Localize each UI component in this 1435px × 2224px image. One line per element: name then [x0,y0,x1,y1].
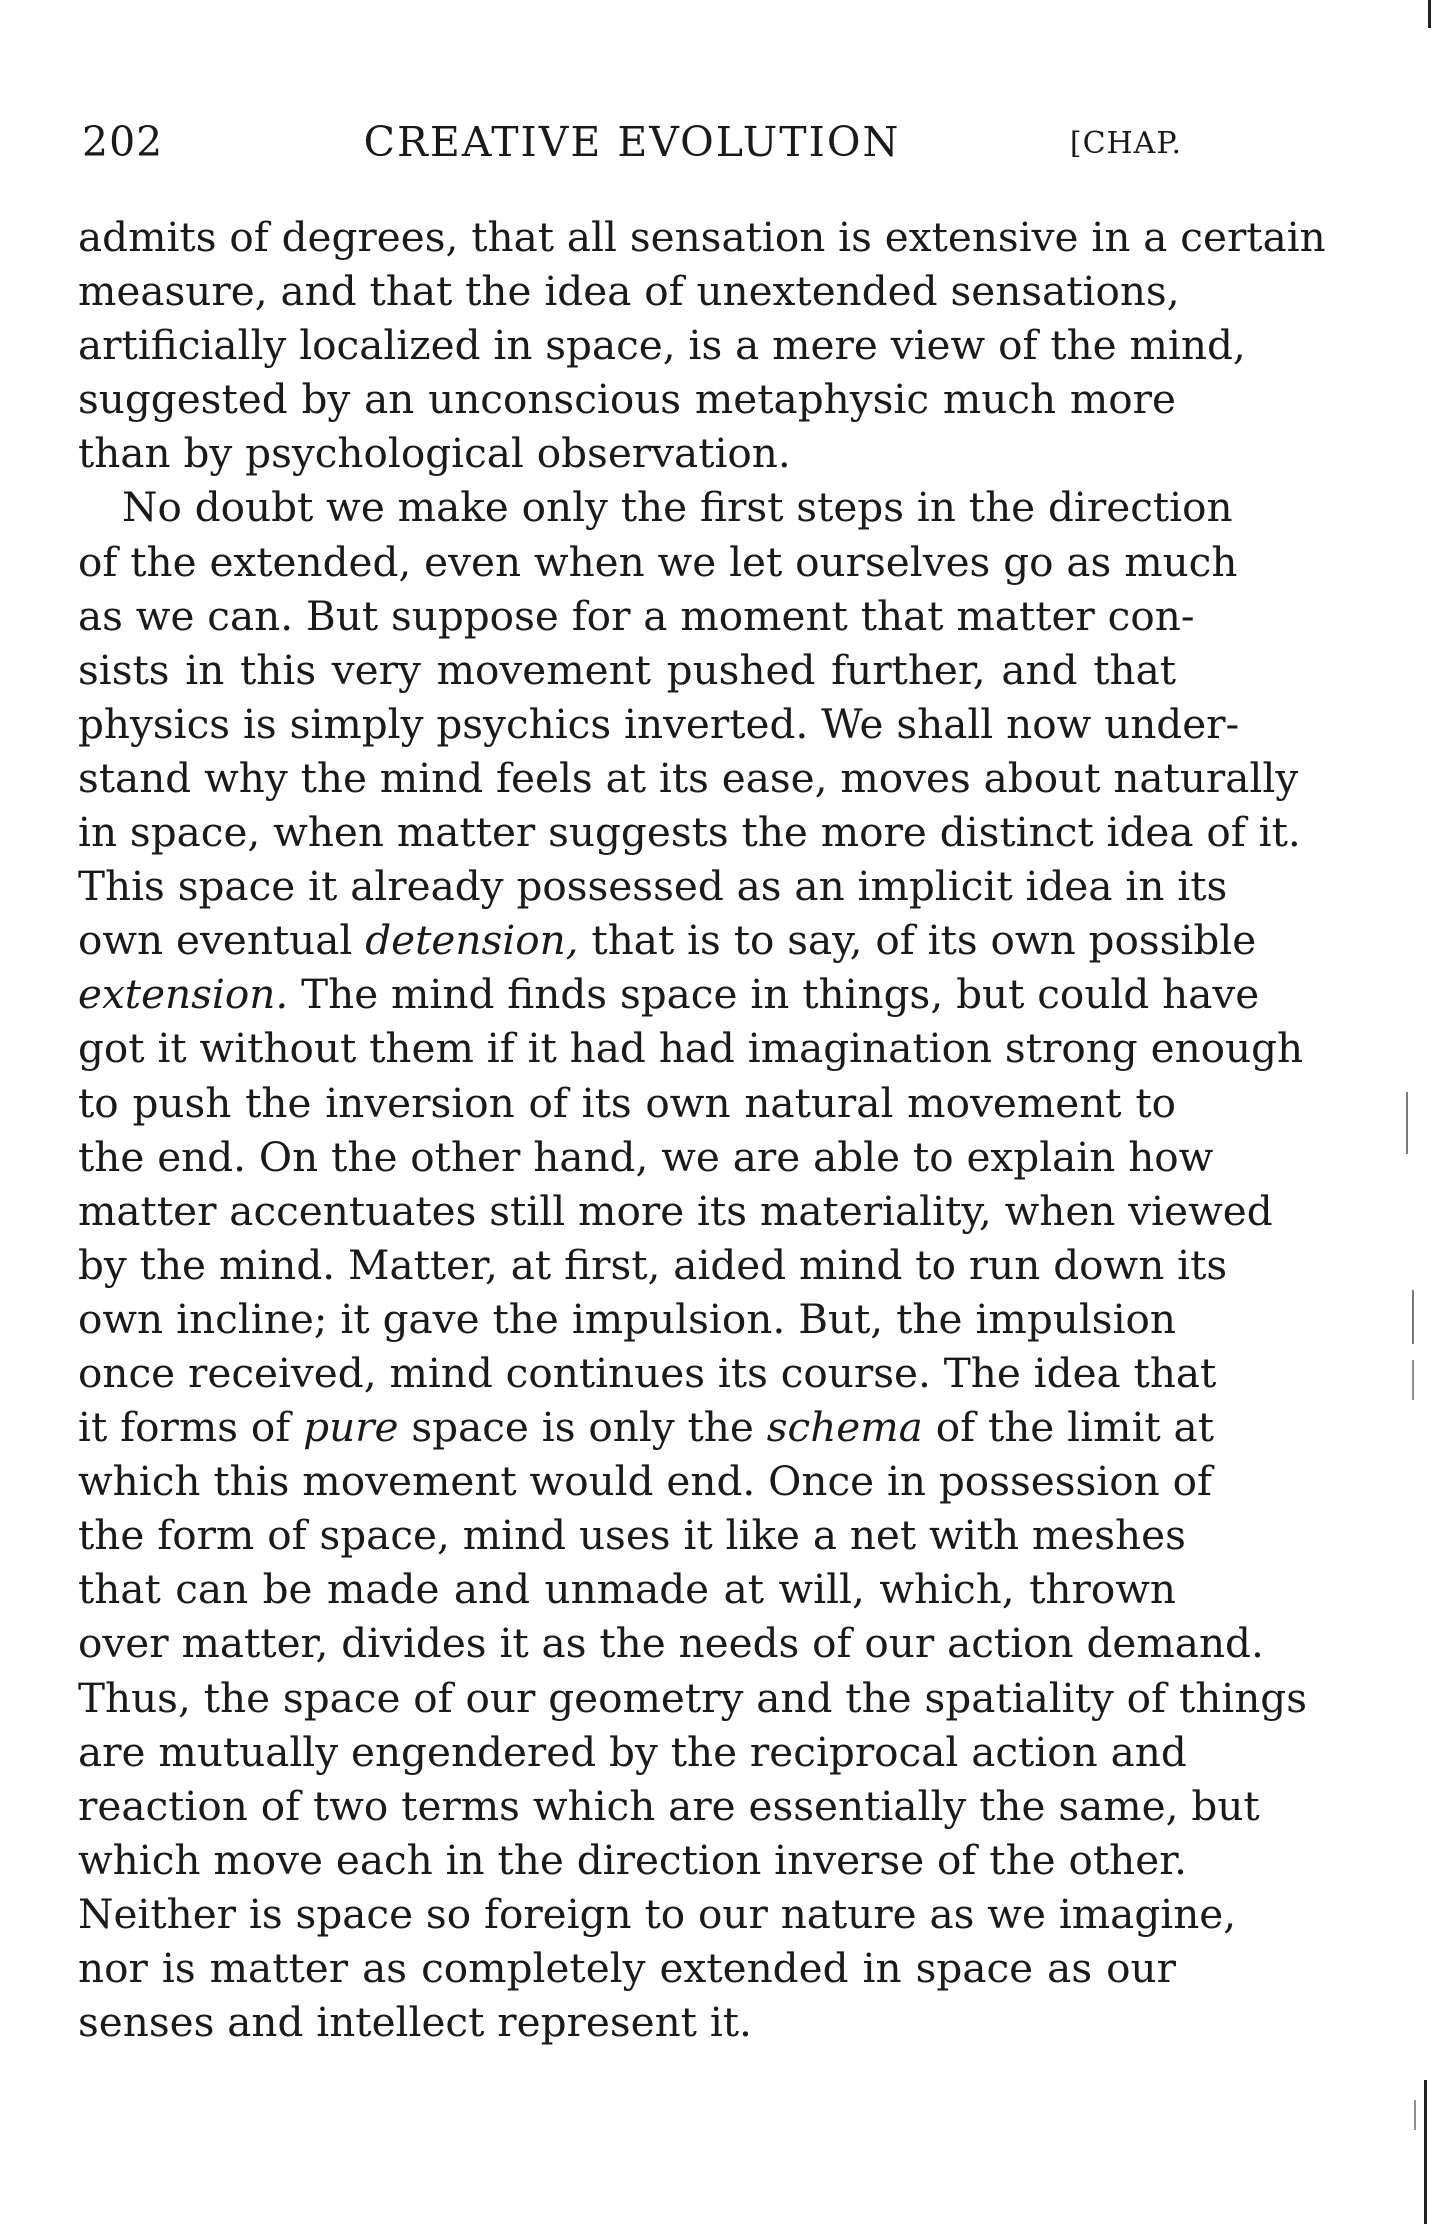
text-run: that is to say, of its own possible [578,916,1257,965]
scan-edge-mark [1412,1290,1414,1344]
text-line: of the extended, even when we let ourselves go as much [78,537,1238,586]
text-line: got it without them if it had had imagination strong enough [78,1024,1304,1073]
text-line: matter accentuates still more its materiality, when viewed [78,1186,1273,1235]
page-number: 202 [82,118,164,166]
text-line: stand why the mind feels at its ease, moves about naturally [78,753,1299,802]
scan-edge-mark [1406,1092,1408,1154]
text-line: nor is matter as completely extended in space as our [78,1944,1176,1992]
page-header [82,118,1182,178]
text-line: once received, mind continues its course. The idea that [78,1348,1217,1397]
text-line: by the mind. Matter, at first, aided mind to run down its [78,1240,1228,1289]
text-line: artificially localized in space, is a mere view of the mind, [78,321,1246,370]
italic-term: extension. [78,970,289,1019]
running-title: CREATIVE EVOLUTION [363,118,901,166]
text-run: it forms of [78,1403,304,1452]
scan-edge-mark [1428,0,1431,28]
text-line: sists in this very movement pushed further, and that [78,645,1176,694]
text-line: in space, when matter suggests the more distinct idea of it. [78,808,1301,857]
paragraph-start-line: No doubt we make only the first steps in the direction [122,483,1233,532]
text-line: This space it already possessed as an implicit idea in its [78,862,1228,911]
text-line: over matter, divides it as the needs of our action demand. [78,1619,1264,1668]
text-line [78,967,1260,1021]
text-line: Neither is space so foreign to our nature as we imagine, [78,1889,1237,1938]
text-line: physics is simply psychics inverted. We shall now under- [78,699,1240,748]
text-run: The mind finds space in things, but could have [288,970,1260,1019]
italic-term: detension, [365,916,579,965]
text-line: Thus, the space of our geometry and the spatiality of things [78,1673,1308,1722]
scan-edge-mark [1414,2100,1416,2130]
text-line: are mutually engendered by the reciprocal action and [78,1727,1187,1776]
text-line: than by psychological observation. [78,429,791,478]
text-line [78,913,1257,967]
text-line: which move each in the direction inverse of the other. [78,1835,1187,1884]
text-line: that can be made and unmade at will, which, thrown [78,1565,1176,1614]
italic-term: schema [766,1403,923,1452]
text-line: which this movement would end. Once in possession of [78,1457,1212,1506]
scan-edge-mark [1412,1360,1414,1400]
text-line: to push the inversion of its own natural movement to [78,1078,1176,1127]
text-line [78,1400,1214,1454]
text-line: reaction of two terms which are essentially the same, but [78,1781,1260,1830]
text-run: own eventual [78,916,366,965]
body-text [78,210,1326,2049]
text-line: own incline; it gave the impulsion. But, the impulsion [78,1294,1176,1343]
italic-term: pure [303,1403,399,1452]
text-line: measure, and that the idea of unextended sensations, [78,267,1180,316]
text-line: senses and intellect represent it. [78,1998,752,2047]
text-run: space is only the [398,1403,767,1452]
text-line: the form of space, mind uses it like a net with meshes [78,1511,1186,1560]
text-run: of the limit at [922,1403,1214,1452]
text-line: suggested by an unconscious metaphysic much more [78,375,1176,424]
text-line: as we can. But suppose for a moment that matter con- [78,591,1195,640]
text-line: the end. On the other hand, we are able to explain how [78,1132,1214,1181]
chapter-marker: [CHAP. [1069,126,1182,161]
text-line: admits of degrees, that all sensation is extensive in a certain [78,213,1326,261]
scan-edge-mark [1424,2080,1427,2224]
